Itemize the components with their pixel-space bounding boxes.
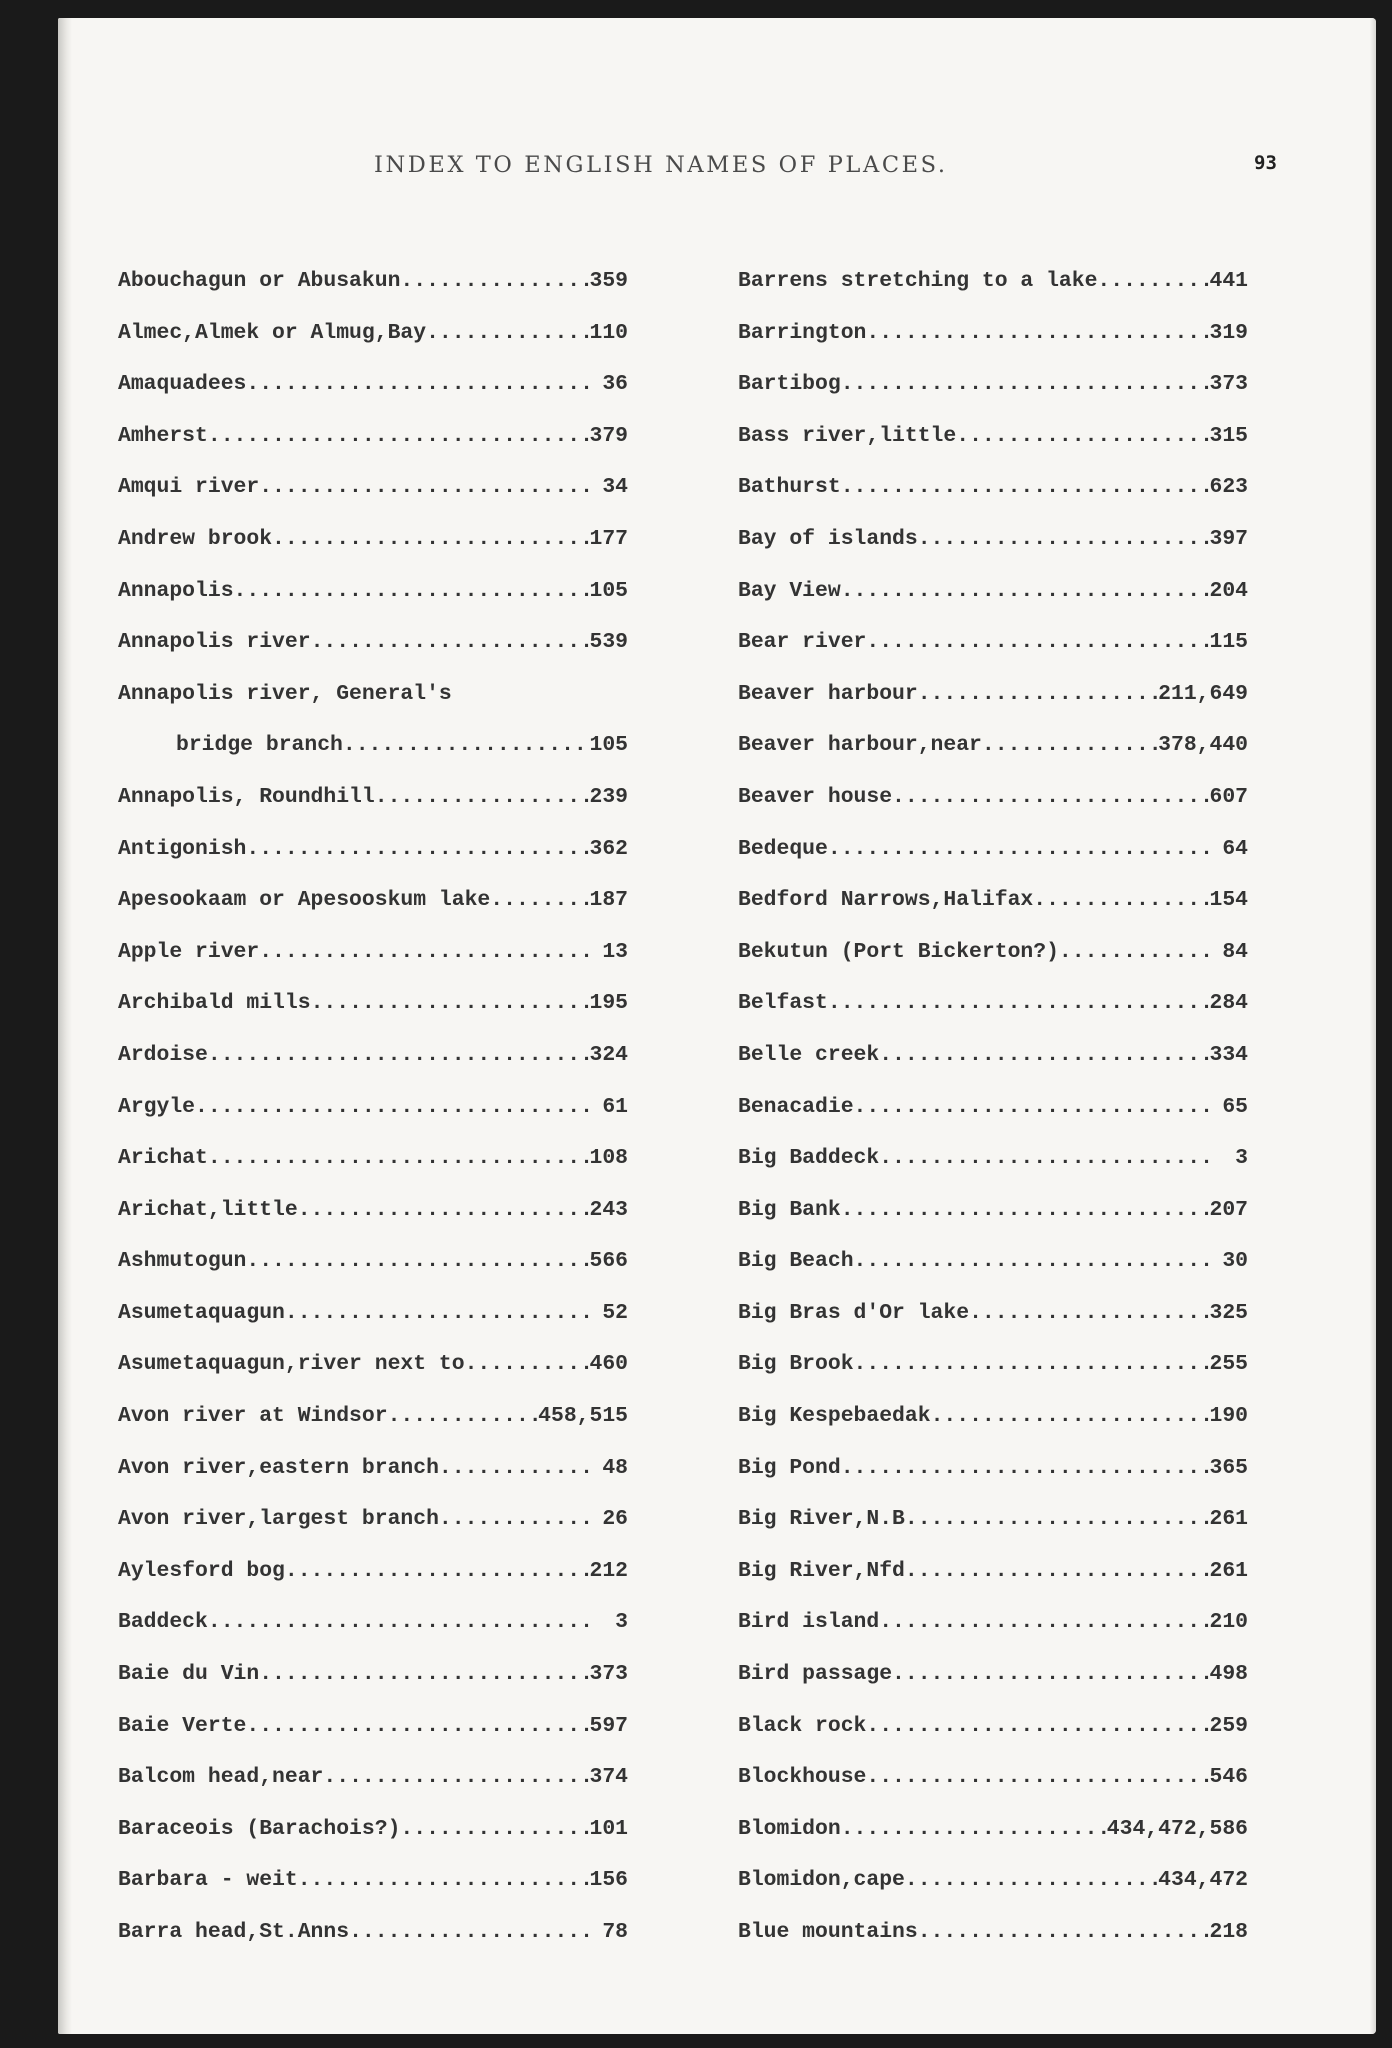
index-entry-name: Blomidon,cape	[738, 1868, 905, 1893]
index-entry-page: 195	[589, 991, 628, 1016]
dot-leader	[879, 1607, 1209, 1659]
index-entry-name: Avon river,largest branch	[118, 1507, 439, 1532]
index-entry-page: 324	[589, 1042, 628, 1067]
index-entry-name: Blockhouse	[738, 1765, 867, 1790]
dot-leader	[400, 266, 589, 318]
index-entry-name: Ashmutogun	[118, 1249, 247, 1274]
index-entry-name: Antigonish	[118, 836, 247, 861]
dot-leader	[490, 885, 589, 937]
index-entry	[118, 421, 628, 473]
index-entry-name: Annapolis, Roundhill	[118, 784, 375, 809]
index-entry	[118, 1814, 628, 1866]
index-entry-name: Big Bank	[738, 1197, 841, 1222]
index-entry-name: Beaver house	[738, 784, 893, 809]
index-entry	[738, 266, 1248, 318]
index-entry-page: 48	[602, 1455, 628, 1480]
index-entry	[738, 1711, 1248, 1763]
index-entry-name: Benacadie	[738, 1094, 854, 1119]
index-entry-page: 61	[602, 1094, 628, 1119]
index-entry-name: Belfast	[738, 991, 828, 1016]
index-entry	[738, 1401, 1248, 1453]
dot-leader	[439, 1504, 590, 1556]
index-entry	[118, 1349, 628, 1401]
index-entry	[738, 1917, 1248, 1969]
index-entry-page: 105	[589, 578, 628, 603]
index-entry	[118, 627, 628, 679]
index-entry-name: Abouchagun or Abusakun	[118, 269, 401, 293]
index-entry-page: 325	[1209, 1300, 1248, 1325]
index-entry	[118, 1607, 628, 1659]
index-entry-page: 3	[615, 1610, 628, 1635]
index-entry	[118, 1195, 628, 1247]
index-entry-name: Bear river	[738, 630, 867, 655]
page-number: 93	[1254, 152, 1277, 174]
index-entry	[738, 1814, 1248, 1866]
dot-leader	[828, 834, 1210, 886]
index-entry-page: 359	[589, 269, 628, 293]
dot-leader	[854, 1349, 1210, 1401]
index-entry	[118, 1659, 628, 1711]
index-entry-name: Annapolis river	[118, 630, 311, 655]
index-entry-name: Bathurst	[738, 475, 841, 500]
dot-leader	[866, 318, 1209, 370]
index-entry-name: Apple river	[118, 939, 260, 964]
index-entry	[118, 679, 628, 731]
dot-leader	[905, 1865, 1158, 1917]
index-entry	[738, 1246, 1248, 1298]
index-entry	[738, 1195, 1248, 1247]
index-entry	[118, 1401, 628, 1453]
dot-leader	[931, 1401, 1210, 1453]
index-entry	[118, 988, 628, 1040]
index-entry-page: 115	[1209, 630, 1248, 655]
index-entry	[118, 1865, 628, 1917]
index-entry-page: 441	[1209, 269, 1248, 293]
index-entry-name: Almec,Almek or Almug,Bay	[118, 320, 427, 345]
dot-leader	[426, 318, 589, 370]
index-entry-page: 30	[1222, 1249, 1248, 1274]
index-entry-page: 607	[1209, 784, 1248, 809]
page-header	[58, 136, 1376, 176]
index-entry-name: Baddeck	[118, 1610, 208, 1635]
index-entry-name: Big Beach	[738, 1249, 854, 1274]
index-entry	[118, 834, 628, 886]
index-entry-name: Annapolis river, General's	[118, 681, 452, 706]
index-entry-name: Baie du Vin	[118, 1662, 260, 1687]
index-entry-page: 373	[589, 1662, 628, 1687]
page-title: INDEX TO ENGLISH NAMES OF PLACES.	[374, 152, 948, 178]
dot-leader	[259, 1659, 589, 1711]
index-entry	[118, 885, 628, 937]
index-entry	[738, 472, 1248, 524]
dot-leader	[841, 1814, 1107, 1866]
index-entry	[738, 1349, 1248, 1401]
dot-leader	[982, 730, 1158, 782]
dot-leader	[1059, 937, 1210, 989]
index-entry-name: Amaquadees	[118, 372, 247, 397]
dot-leader	[969, 1298, 1209, 1350]
index-entry-page: 156	[589, 1868, 628, 1893]
index-entry	[118, 1711, 628, 1763]
index-entry	[738, 1659, 1248, 1711]
index-entry	[738, 318, 1248, 370]
index-entry-name: Barrens stretching to a lake	[738, 269, 1098, 293]
dot-leader	[918, 1917, 1210, 1969]
dot-leader	[879, 1040, 1209, 1092]
page-binding-edge	[58, 18, 72, 2034]
index-entry-name: Amqui river	[118, 475, 260, 500]
index-entry-name: Baraceois (Barachois?)	[118, 1816, 401, 1841]
index-entry-name: Barbara - weit	[118, 1868, 298, 1893]
dot-leader	[841, 369, 1210, 421]
index-entry-page: 52	[602, 1300, 628, 1325]
index-entry-name: Andrew brook	[118, 526, 273, 551]
index-entry	[738, 421, 1248, 473]
index-entry-name: Balcom head,near	[118, 1765, 324, 1790]
index-entry	[738, 1865, 1248, 1917]
index-entry-page: 101	[589, 1816, 628, 1841]
index-entry-name: Annapolis	[118, 578, 234, 603]
index-entry-page: 154	[1209, 888, 1248, 913]
dot-leader	[828, 988, 1210, 1040]
index-entry	[738, 1504, 1248, 1556]
index-entry-name: Black rock	[738, 1713, 867, 1738]
index-entry-name: Beaver harbour	[738, 681, 918, 706]
index-entry	[118, 369, 628, 421]
dot-leader	[375, 782, 590, 834]
index-entry	[118, 318, 628, 370]
index-entry-page: 187	[589, 888, 628, 913]
dot-leader	[349, 1917, 590, 1969]
dot-leader	[1033, 885, 1209, 937]
index-entry	[118, 1246, 628, 1298]
index-entry-name: Bedeque	[738, 836, 828, 861]
index-entry-name: Big Bras d'Or lake	[738, 1300, 970, 1325]
index-entry-page: 259	[1209, 1713, 1248, 1738]
index-entry-page: 26	[602, 1507, 628, 1532]
index-entry-name: Argyle	[118, 1094, 196, 1119]
index-entry-page: 539	[589, 630, 628, 655]
index-entry-page: 566	[589, 1249, 628, 1274]
dot-leader	[918, 524, 1210, 576]
index-entry-page: 64	[1222, 836, 1248, 861]
index-entry-page: 212	[589, 1558, 628, 1583]
index-entry	[118, 524, 628, 576]
dot-leader	[195, 1092, 590, 1144]
dot-leader	[246, 369, 590, 421]
index-entry-name: Big River,N.B	[738, 1507, 905, 1532]
index-entry	[118, 1143, 628, 1195]
index-entry-page: 65	[1222, 1094, 1248, 1119]
index-entry-page: 239	[589, 784, 628, 809]
index-entry	[738, 730, 1248, 782]
index-entry	[738, 1298, 1248, 1350]
index-entry-name: Arichat	[118, 1146, 208, 1171]
index-entry-page: 334	[1209, 1042, 1248, 1067]
dot-leader	[311, 988, 590, 1040]
dot-leader	[259, 472, 590, 524]
index-entry	[118, 1092, 628, 1144]
index-entry-page: 210	[1209, 1610, 1248, 1635]
right-index-column	[738, 266, 1248, 1969]
index-entry	[738, 1040, 1248, 1092]
index-entry-name: Blue mountains	[738, 1920, 918, 1944]
dot-leader	[234, 576, 590, 628]
dot-leader	[854, 1246, 1210, 1298]
index-entry-name: Blomidon	[738, 1816, 841, 1841]
dot-leader	[866, 1711, 1209, 1763]
dot-leader	[208, 1143, 590, 1195]
dot-leader	[388, 1401, 539, 1453]
index-entry-page: 190	[1209, 1404, 1248, 1429]
index-entry	[118, 937, 628, 989]
page-right-edge	[1370, 18, 1376, 2034]
dot-leader	[311, 627, 590, 679]
index-entry-name: Big River,Nfd	[738, 1558, 905, 1583]
index-entry	[118, 782, 628, 834]
index-entry	[738, 1143, 1248, 1195]
index-entry-name: Big Kespebaedak	[738, 1404, 931, 1429]
index-entry-page: 498	[1209, 1662, 1248, 1687]
index-entry-name: Big Pond	[738, 1455, 841, 1480]
index-entry-page: 597	[589, 1713, 628, 1738]
index-entry-page: 218	[1209, 1920, 1248, 1944]
index-entry-page: 373	[1209, 372, 1248, 397]
index-entry-page: 434,472	[1158, 1868, 1248, 1893]
index-entry-name: Belle creek	[738, 1042, 880, 1067]
index-entry-page: 84	[1222, 939, 1248, 964]
dot-leader	[208, 421, 590, 473]
index-entry	[738, 885, 1248, 937]
index-entry	[118, 1298, 628, 1350]
index-entry-name: Bay View	[738, 578, 841, 603]
index-entry-name: Barrington	[738, 320, 867, 345]
index-entry-name: Beaver harbour,near	[738, 733, 982, 758]
dot-leader	[866, 1762, 1209, 1814]
index-entry	[738, 1762, 1248, 1814]
index-entry-page: 204	[1209, 578, 1248, 603]
dot-leader	[918, 679, 1158, 731]
index-entry-name: Archibald mills	[118, 991, 311, 1016]
index-entry-name: Big Baddeck	[738, 1146, 880, 1171]
index-entry-page: 458,515	[538, 1404, 628, 1429]
index-entry-page: 362	[589, 836, 628, 861]
dot-leader	[892, 782, 1209, 834]
index-entry-name: Bass river,little	[738, 423, 957, 448]
dot-leader	[854, 1092, 1210, 1144]
dot-leader	[841, 1453, 1210, 1505]
index-entry-name: Bekutun (Port Bickerton?)	[738, 939, 1059, 964]
index-entry	[738, 834, 1248, 886]
dot-leader	[400, 1814, 589, 1866]
dot-leader	[343, 730, 590, 782]
index-entry-page: 105	[589, 733, 628, 758]
index-entry-page: 243	[589, 1197, 628, 1222]
index-entry	[738, 988, 1248, 1040]
index-entry	[118, 1762, 628, 1814]
index-entry-page: 460	[589, 1352, 628, 1377]
index-entry-page: 211,649	[1158, 681, 1248, 706]
index-entry	[738, 524, 1248, 576]
index-entry-page: 365	[1209, 1455, 1248, 1480]
index-entry	[738, 1453, 1248, 1505]
index-entry-name: Avon river,eastern branch	[118, 1455, 439, 1480]
dot-leader	[208, 1607, 590, 1659]
index-entry-name: Asumetaquagun	[118, 1300, 285, 1325]
index-entry-page: 397	[1209, 526, 1248, 551]
index-entry	[738, 679, 1248, 731]
index-entry	[118, 1040, 628, 1092]
dot-leader	[1097, 266, 1209, 318]
dot-leader	[879, 1143, 1210, 1195]
index-entry	[118, 730, 628, 782]
index-entry-name: Aylesford bog	[118, 1558, 285, 1583]
dot-leader	[246, 834, 589, 886]
index-entry-page: 284	[1209, 991, 1248, 1016]
index-entry	[738, 1556, 1248, 1608]
dot-leader	[246, 1711, 589, 1763]
index-entry-name: Asumetaquagun,river next to	[118, 1352, 465, 1377]
dot-leader	[841, 472, 1210, 524]
index-entry-page: 261	[1209, 1507, 1248, 1532]
index-entry-name: Avon river at Windsor	[118, 1404, 388, 1429]
index-entry	[118, 266, 628, 318]
dot-leader	[905, 1504, 1210, 1556]
dot-leader	[285, 1556, 590, 1608]
index-entry-page: 78	[602, 1920, 628, 1944]
index-entry	[738, 1092, 1248, 1144]
index-entry	[738, 369, 1248, 421]
index-entry-name: Apesookaam or Apesooskum lake	[118, 888, 491, 913]
index-entry	[118, 1917, 628, 1969]
dot-leader	[956, 421, 1209, 473]
dot-leader	[208, 1040, 590, 1092]
dot-leader	[439, 1453, 590, 1505]
dot-leader	[272, 524, 589, 576]
index-entry	[118, 472, 628, 524]
index-entry-page: 319	[1209, 320, 1248, 345]
index-entry	[738, 937, 1248, 989]
index-entry-page: 261	[1209, 1558, 1248, 1583]
index-entry	[738, 627, 1248, 679]
index-entry-name: Bedford Narrows,Halifax	[738, 888, 1034, 913]
dot-leader	[323, 1762, 589, 1814]
index-entry-name: Baie Verte	[118, 1713, 247, 1738]
index-entry-page: 434,472,586	[1106, 1816, 1248, 1841]
index-entry	[738, 576, 1248, 628]
index-entry-name: Arichat,little	[118, 1197, 298, 1222]
index-entry-page: 108	[589, 1146, 628, 1171]
index-entry-page: 546	[1209, 1765, 1248, 1790]
index-entry-page: 255	[1209, 1352, 1248, 1377]
dot-leader	[841, 1195, 1210, 1247]
index-entry-name: Big Brook	[738, 1352, 854, 1377]
index-entry-page: 13	[602, 939, 628, 964]
index-entry-page: 315	[1209, 423, 1248, 448]
index-entry-page: 177	[589, 526, 628, 551]
index-entry	[118, 576, 628, 628]
dot-leader	[465, 1349, 590, 1401]
dot-leader	[892, 1659, 1209, 1711]
index-entry-page: 623	[1209, 475, 1248, 500]
index-entry-page: 34	[602, 475, 628, 500]
index-entry	[118, 1504, 628, 1556]
index-entry-name: Bird passage	[738, 1662, 893, 1687]
index-entry	[118, 1453, 628, 1505]
left-index-column	[118, 266, 628, 1969]
dot-leader	[259, 937, 590, 989]
index-entry	[738, 782, 1248, 834]
index-entry-page: 36	[602, 372, 628, 397]
index-entry	[118, 1556, 628, 1608]
index-entry	[738, 1607, 1248, 1659]
index-page	[58, 18, 1376, 2034]
index-entry-page: 374	[589, 1765, 628, 1790]
index-entry-name: bridge branch	[176, 733, 343, 758]
index-entry-page: 207	[1209, 1197, 1248, 1222]
dot-leader	[285, 1298, 590, 1350]
index-entry-name: Amherst	[118, 423, 208, 448]
index-entry-name: Bird island	[738, 1610, 880, 1635]
dot-leader	[246, 1246, 589, 1298]
dot-leader	[905, 1556, 1210, 1608]
index-entry-name: Bay of islands	[738, 526, 918, 551]
index-entry-name: Bartibog	[738, 372, 841, 397]
index-entry-page: 3	[1235, 1146, 1248, 1171]
index-entry-name: Ardoise	[118, 1042, 208, 1067]
dot-leader	[298, 1195, 590, 1247]
index-entry-page: 110	[589, 320, 628, 345]
index-entry-name: Barra head,St.Anns	[118, 1920, 350, 1944]
index-entry-page: 379	[589, 423, 628, 448]
dot-leader	[298, 1865, 590, 1917]
dot-leader	[841, 576, 1210, 628]
index-entry-page: 378,440	[1158, 733, 1248, 758]
dot-leader	[866, 627, 1209, 679]
